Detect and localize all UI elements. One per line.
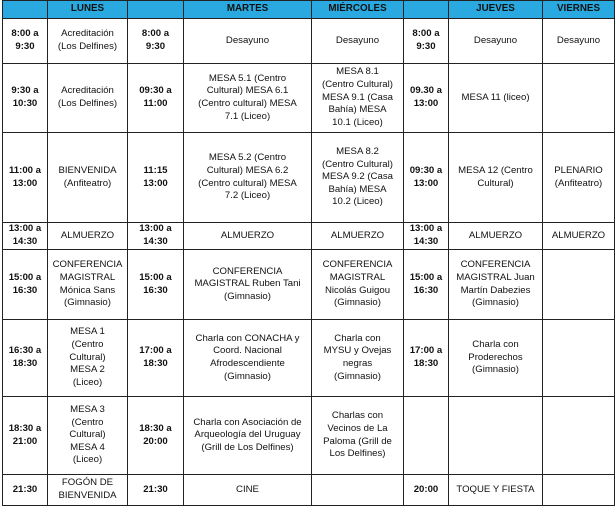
viernes-event-cell — [543, 320, 615, 397]
jueves-time-cell: 09.30 a 13:00 — [404, 64, 449, 133]
lunes-event-cell: FOGÓN DE BIENVENIDA — [48, 475, 128, 506]
header-jueves: JUEVES — [449, 1, 543, 19]
schedule-row — [3, 133, 615, 223]
schedule-row — [3, 397, 615, 475]
martes-time-cell: 13:00 a 14:30 — [128, 223, 184, 250]
schedule-row — [3, 64, 615, 133]
martes-event-cell: Charla con Asociación de Arqueología del Uruguay (Grill de Los Delfines) — [184, 397, 312, 475]
viernes-event-cell: PLENARIO (Anfiteatro) — [543, 133, 615, 223]
header-miercoles: MIÉRCOLES — [312, 1, 404, 19]
jueves-event-cell: MESA 12 (Centro Cultural) — [449, 133, 543, 223]
lunes-event-cell: CONFERENCIA MAGISTRAL Mónica Sans (Gimnasio) — [48, 250, 128, 320]
martes-event-cell: CONFERENCIA MAGISTRAL Ruben Tani (Gimnasio) — [184, 250, 312, 320]
schedule-row — [3, 250, 615, 320]
martes-time-cell: 17:00 a 18:30 — [128, 320, 184, 397]
miercoles-event-cell: Charlas con Vecinos de La Paloma (Grill de Los Delfines) — [312, 397, 404, 475]
header-lunes: LUNES — [48, 1, 128, 19]
jueves-event-cell: Charla con Proderechos (Gimnasio) — [449, 320, 543, 397]
lunes-event-cell: BIENVENIDA (Anfiteatro) — [48, 133, 128, 223]
jueves-time-cell: 8:00 a 9:30 — [404, 19, 449, 64]
jueves-event-cell — [449, 397, 543, 475]
viernes-event-cell — [543, 475, 615, 506]
viernes-event-cell — [543, 64, 615, 133]
header-row — [3, 1, 615, 19]
martes-event-cell: Desayuno — [184, 19, 312, 64]
martes-time-cell: 18:30 a 20:00 — [128, 397, 184, 475]
miercoles-event-cell: Desayuno — [312, 19, 404, 64]
jueves-time-cell: 13:00 a 14:30 — [404, 223, 449, 250]
miercoles-event-cell: MESA 8.1 (Centro Cultural) MESA 9.1 (Casa Bahía) MESA 10.1 (Liceo) — [312, 64, 404, 133]
martes-time-cell: 8:00 a 9:30 — [128, 19, 184, 64]
jueves-event-cell: Desayuno — [449, 19, 543, 64]
lunes-event-cell: Acreditación (Los Delfines) — [48, 19, 128, 64]
miercoles-event-cell: CONFERENCIA MAGISTRAL Nicolás Guigou (Gimnasio) — [312, 250, 404, 320]
header-blank — [128, 1, 184, 19]
lunes-event-cell: MESA 1 (Centro Cultural) MESA 2 (Liceo) — [48, 320, 128, 397]
lunes-time-cell: 15:00 a 16:30 — [3, 250, 48, 320]
miercoles-event-cell — [312, 475, 404, 506]
miercoles-event-cell: ALMUERZO — [312, 223, 404, 250]
jueves-event-cell: TOQUE Y FIESTA — [449, 475, 543, 506]
lunes-time-cell: 9:30 a 10:30 — [3, 64, 48, 133]
jueves-event-cell: ALMUERZO — [449, 223, 543, 250]
header-blank — [3, 1, 48, 19]
lunes-event-cell: ALMUERZO — [48, 223, 128, 250]
lunes-time-cell: 11:00 a 13:00 — [3, 133, 48, 223]
lunes-event-cell: MESA 3 (Centro Cultural) MESA 4 (Liceo) — [48, 397, 128, 475]
jueves-time-cell: 17:00 a 18:30 — [404, 320, 449, 397]
lunes-time-cell: 16:30 a 18:30 — [3, 320, 48, 397]
viernes-event-cell — [543, 397, 615, 475]
schedule-row — [3, 475, 615, 506]
schedule-row — [3, 19, 615, 64]
header-martes: MARTES — [184, 1, 312, 19]
lunes-time-cell: 18:30 a 21:00 — [3, 397, 48, 475]
schedule-table — [2, 0, 615, 506]
viernes-event-cell — [543, 250, 615, 320]
jueves-event-cell: MESA 11 (liceo) — [449, 64, 543, 133]
martes-event-cell: Charla con CONACHA y Coord. Nacional Afrodescendiente (Gimnasio) — [184, 320, 312, 397]
martes-event-cell: CINE — [184, 475, 312, 506]
jueves-event-cell: CONFERENCIA MAGISTRAL Juan Martín Dabezies (Gimnasio) — [449, 250, 543, 320]
schedule-row — [3, 320, 615, 397]
jueves-time-cell: 15:00 a 16:30 — [404, 250, 449, 320]
header-viernes: VIERNES — [543, 1, 615, 19]
martes-event-cell: MESA 5.2 (Centro Cultural) MESA 6.2 (Centro cultural) MESA 7.2 (Liceo) — [184, 133, 312, 223]
jueves-time-cell — [404, 397, 449, 475]
miercoles-event-cell: MESA 8.2 (Centro Cultural) MESA 9.2 (Casa Bahía) MESA 10.2 (Liceo) — [312, 133, 404, 223]
viernes-event-cell: Desayuno — [543, 19, 615, 64]
miercoles-event-cell: Charla con MYSU y Ovejas negras (Gimnasio) — [312, 320, 404, 397]
lunes-event-cell: Acreditación (Los Delfines) — [48, 64, 128, 133]
jueves-time-cell: 20:00 — [404, 475, 449, 506]
lunes-time-cell: 13:00 a 14:30 — [3, 223, 48, 250]
lunes-time-cell: 8:00 a 9:30 — [3, 19, 48, 64]
martes-time-cell: 15:00 a 16:30 — [128, 250, 184, 320]
jueves-time-cell: 09:30 a 13:00 — [404, 133, 449, 223]
martes-event-cell: ALMUERZO — [184, 223, 312, 250]
viernes-event-cell: ALMUERZO — [543, 223, 615, 250]
martes-event-cell: MESA 5.1 (Centro Cultural) MESA 6.1 (Centro cultural) MESA 7.1 (Liceo) — [184, 64, 312, 133]
header-blank — [404, 1, 449, 19]
martes-time-cell: 09:30 a 11:00 — [128, 64, 184, 133]
lunes-time-cell: 21:30 — [3, 475, 48, 506]
schedule-row — [3, 223, 615, 250]
martes-time-cell: 21:30 — [128, 475, 184, 506]
martes-time-cell: 11:15 13:00 — [128, 133, 184, 223]
